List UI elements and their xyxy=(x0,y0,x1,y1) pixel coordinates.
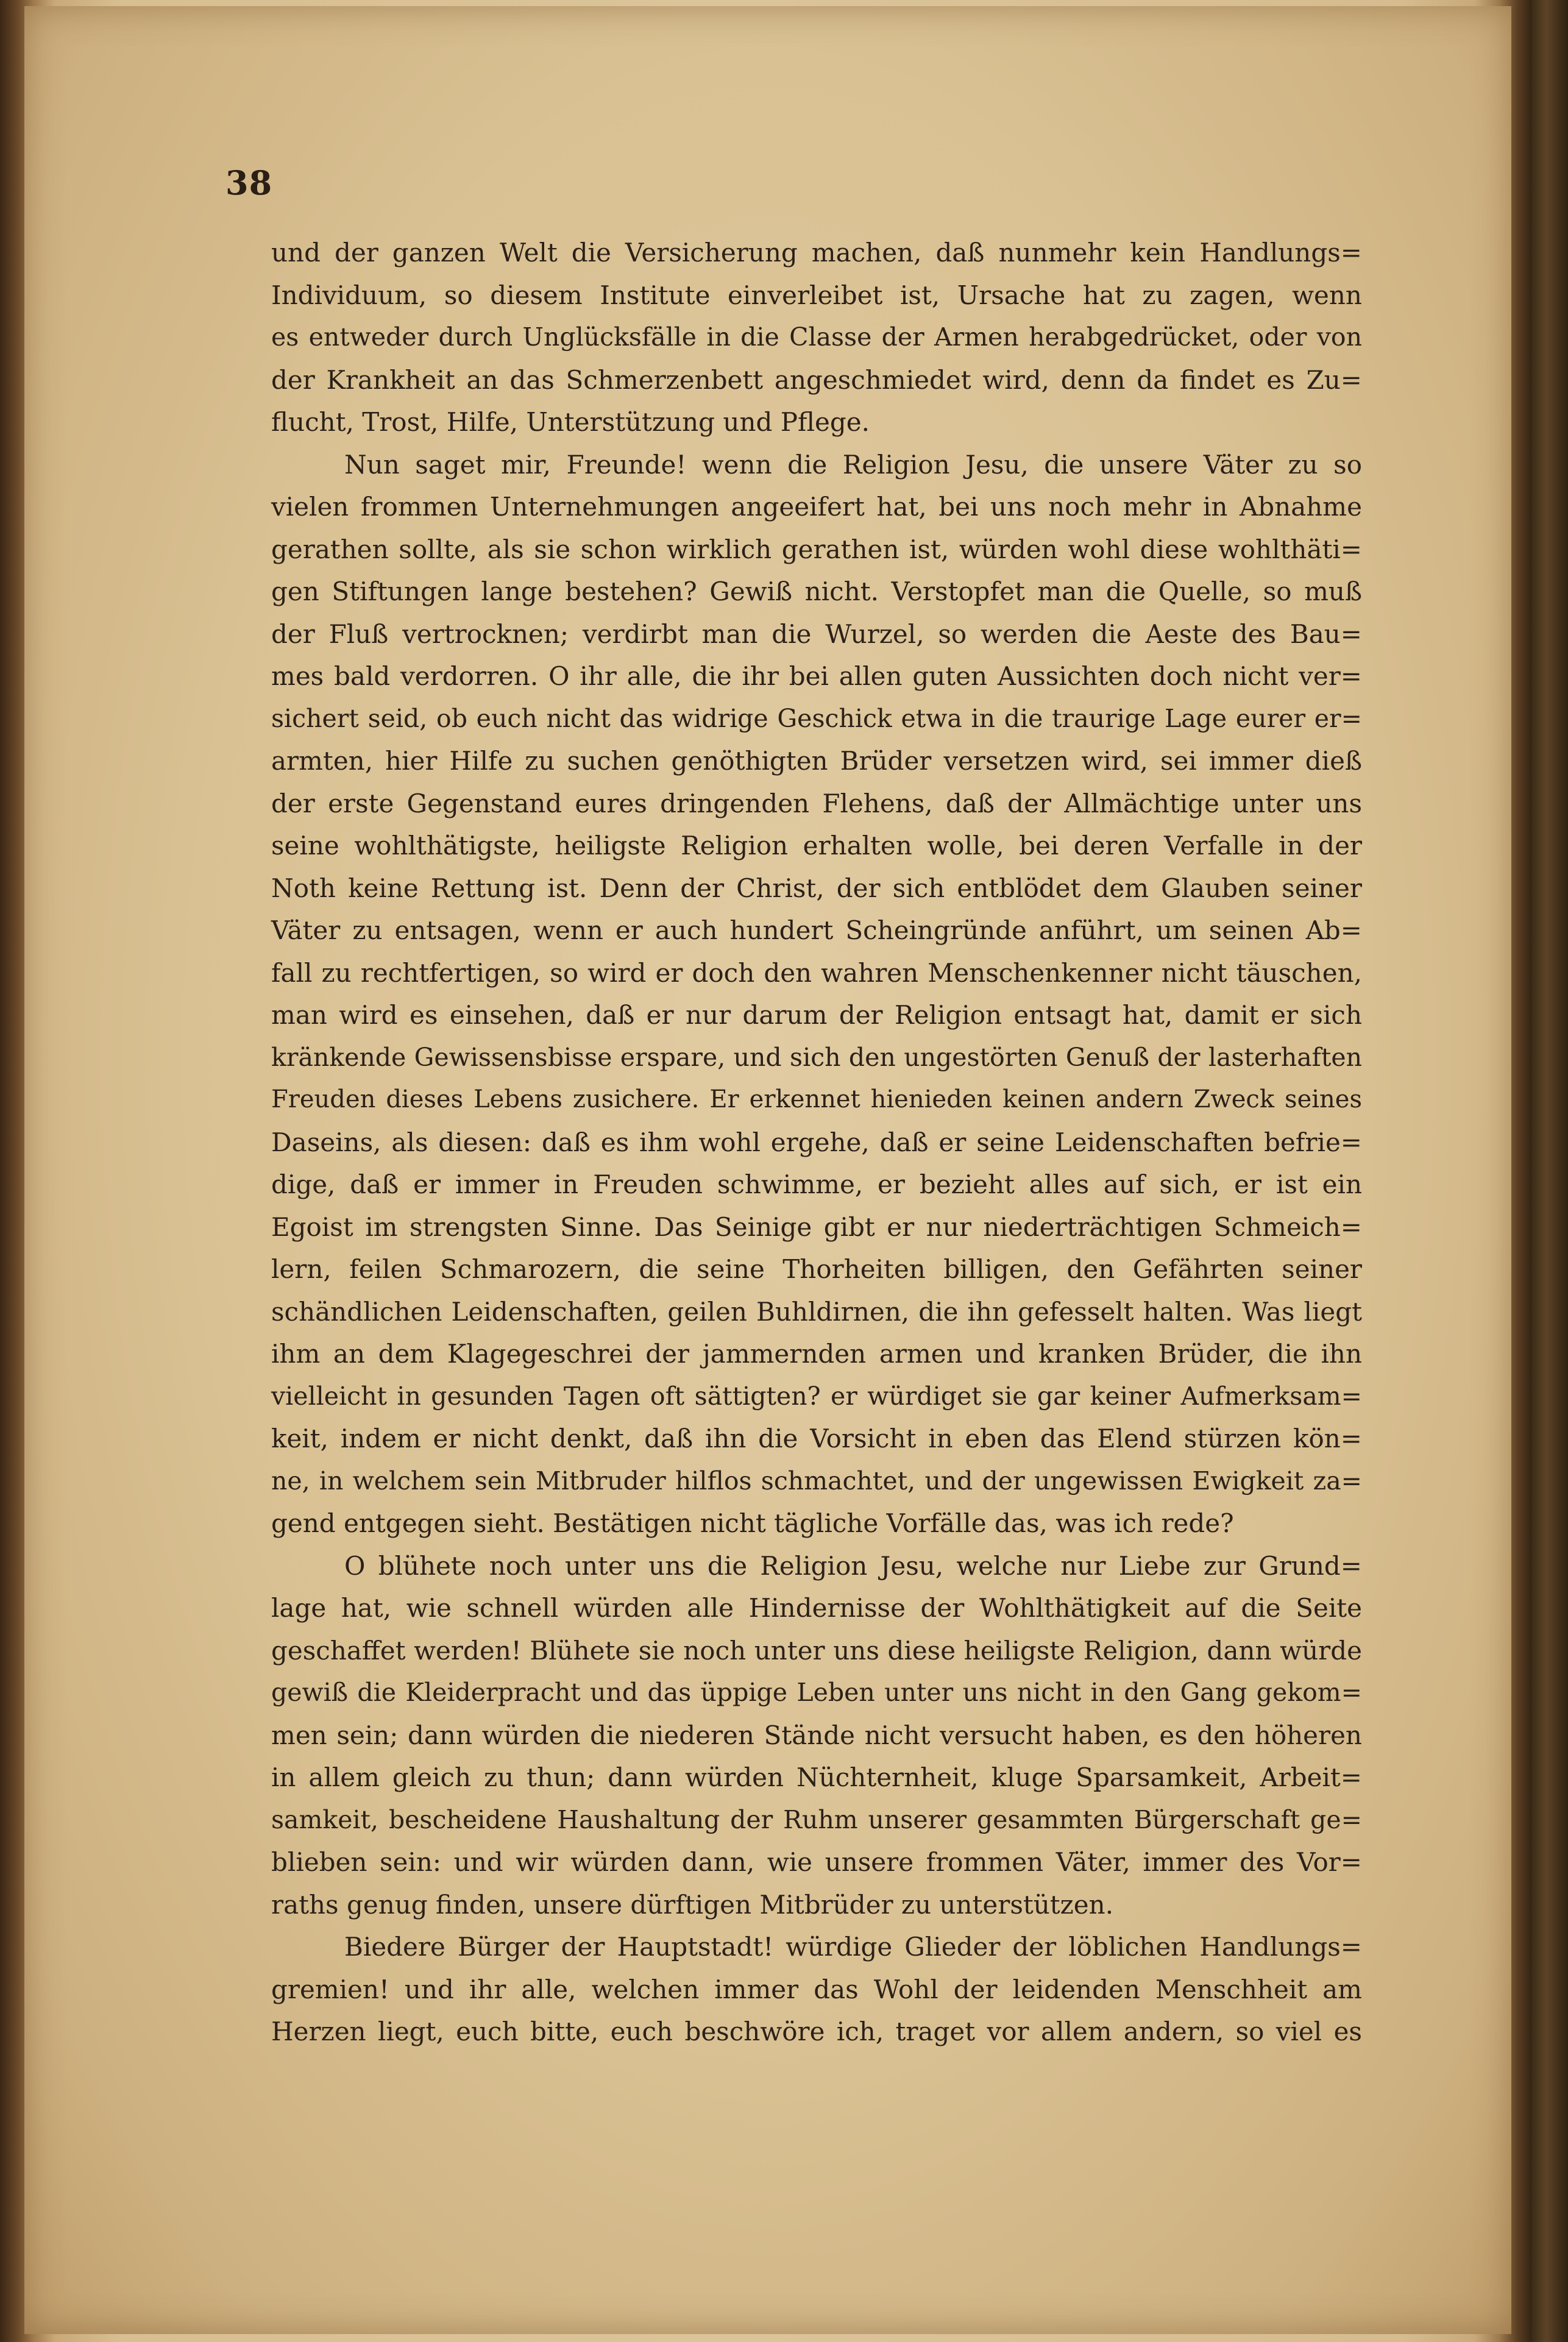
page-number: 38 xyxy=(225,163,273,202)
text-line: gerathen sollte, als sie schon wirklich gerathen ist, würden wohl diese wohlthäti= xyxy=(271,534,1362,564)
text-line: gend entgegen sieht. Bestätigen nicht tägliche Vorfälle das, was ich rede? xyxy=(271,1508,1234,1538)
text-line: schändlichen Leidenschaften, geilen Buhldirnen, die ihn gefesselt halten. Was liegt xyxy=(271,1296,1362,1327)
text-line: gewiß die Kleiderpracht und das üppige Leben unter uns nicht in den Gang gekom= xyxy=(271,1678,1362,1707)
next-page-edge xyxy=(1531,0,1568,2342)
text-line: Herzen liegt, euch bitte, euch beschwöre ich, traget vor allem andern, so viel es xyxy=(271,2017,1362,2046)
text-line: Daseins, als diesen: daß es ihm wohl ergehe, daß er seine Leidenschaften befrie= xyxy=(271,1127,1362,1157)
text-line: lage hat, wie schnell würden alle Hindernisse der Wohlthätigkeit auf die Seite xyxy=(271,1593,1362,1623)
text-line: in allem gleich zu thun; dann würden Nüchternheit, kluge Sparsamkeit, Arbeit= xyxy=(271,1762,1362,1792)
text-line: dige, daß er immer in Freuden schwimme, er bezieht alles auf sich, er ist ein xyxy=(271,1169,1362,1199)
text-line: Biedere Bürger der Hauptstadt! würdige Glieder der löblichen Handlungs= xyxy=(344,1932,1362,1962)
text-line: gremien! und ihr alle, welchen immer das Wohl der leidenden Menschheit am xyxy=(271,1974,1362,2004)
text-line: Nun saget mir, Freunde! wenn die Religion Jesu, die unsere Väter zu so xyxy=(344,449,1362,480)
text-line: armten, hier Hilfe zu suchen genöthigten Brüder versetzen wird, sei immer dieß xyxy=(271,746,1362,776)
text-line: mes bald verdorren. O ihr alle, die ihr bei allen guten Aussichten doch nicht ver= xyxy=(271,661,1362,691)
text-line: fall zu rechtfertigen, so wird er doch den wahren Menschenkenner nicht täuschen, xyxy=(271,957,1362,988)
text-line: der Krankheit an das Schmerzenbett angeschmiedet wird, denn da findet es Zu= xyxy=(271,364,1362,395)
text-line: vielleicht in gesunden Tagen oft sättigten? er würdiget sie gar keiner Aufmerksam= xyxy=(271,1381,1362,1411)
text-line: samkeit, bescheidene Haushaltung der Ruhm unserer gesammten Bürgerschaft ge= xyxy=(271,1804,1362,1834)
text-line: keit, indem er nicht denkt, daß ihn die Vorsicht in eben das Elend stürzen kön= xyxy=(271,1424,1362,1453)
text-line: ne, in welchem sein Mitbruder hilflos schmachtet, und der ungewissen Ewigkeit za= xyxy=(271,1466,1362,1496)
text-line: seine wohlthätigste, heiligste Religion erhalten wolle, bei deren Verfalle in der xyxy=(271,831,1362,861)
text-line: und der ganzen Welt die Versicherung machen, daß nunmehr kein Handlungs= xyxy=(271,238,1362,268)
text-line: O blühete noch unter uns die Religion Jesu, welche nur Liebe zur Grund= xyxy=(344,1550,1362,1581)
text-line: men sein; dann würden die niederen Stände nicht versucht haben, es den höheren xyxy=(271,1720,1362,1750)
text-line: Individuum, so diesem Institute einverleibet ist, Ursache hat zu zagen, wenn xyxy=(271,280,1362,310)
text-line: Noth keine Rettung ist. Denn der Christ, der sich entblödet dem Glauben seiner xyxy=(271,873,1362,903)
text-line: Egoist im strengsten Sinne. Das Seinige gibt er nur niederträchtigen Schmeich= xyxy=(271,1212,1362,1242)
text-line: der erste Gegenstand eures dringenden Flehens, daß der Allmächtige unter uns xyxy=(271,788,1362,818)
text-line: vielen frommen Unternehmungen angeeifert hat, bei uns noch mehr in Abnahme xyxy=(271,492,1362,522)
text-line: sichert seid, ob euch nicht das widrige Geschick etwa in die traurige Lage eurer er= xyxy=(271,703,1362,733)
text-line: man wird es einsehen, daß er nur darum der Religion entsagt hat, damit er sich xyxy=(271,1000,1362,1030)
text-line: der Fluß vertrocknen; verdirbt man die Wurzel, so werden die Aeste des Bau= xyxy=(271,619,1362,649)
text-line: Freuden dieses Lebens zusichere. Er erkennet hienieden keinen andern Zweck seines xyxy=(271,1085,1362,1113)
text-line: geschaffet werden! Blühete sie noch unter uns diese heiligste Religion, dann würde xyxy=(271,1635,1362,1666)
text-line: kränkende Gewissensbisse erspare, und sich den ungestörten Genuß der lasterhaften xyxy=(271,1042,1362,1072)
text-line: Väter zu entsagen, wenn er auch hundert Scheingründe anführt, um seinen Ab= xyxy=(271,915,1362,945)
text-line: lern, feilen Schmarozern, die seine Thorheiten billigen, den Gefährten seiner xyxy=(271,1254,1362,1284)
body-text xyxy=(271,232,1362,2053)
text-line: ihm an dem Klagegeschrei der jammernden armen und kranken Brüder, die ihn xyxy=(271,1339,1362,1369)
text-line: flucht, Trost, Hilfe, Unterstützung und Pflege. xyxy=(271,407,870,437)
text-line: raths genug finden, unsere dürftigen Mitbrüder zu unterstützen. xyxy=(271,1889,1114,1920)
text-line: gen Stiftungen lange bestehen? Gewiß nicht. Verstopfet man die Quelle, so muß xyxy=(271,577,1362,606)
text-line: blieben sein: und wir würden dann, wie unsere frommen Väter, immer des Vor= xyxy=(271,1847,1362,1877)
text-line: es entweder durch Unglücksfälle in die Classe der Armen herabgedrücket, oder von xyxy=(271,322,1362,352)
